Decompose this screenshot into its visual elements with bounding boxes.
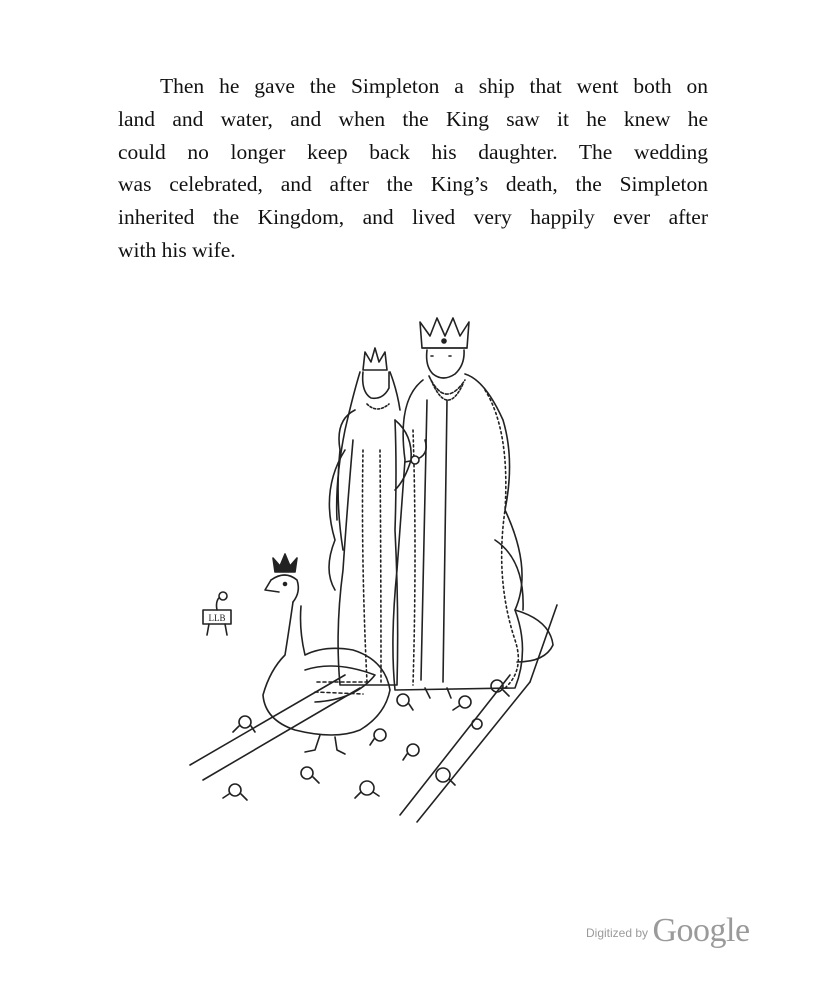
monogram — [203, 592, 231, 635]
king-queen-goose-illustration — [185, 310, 565, 830]
text-line: could no longer keep back his daughter. The wedding — [118, 139, 708, 164]
svg-text:LLB: LLB — [208, 613, 226, 623]
king-figure — [393, 318, 553, 698]
digitized-by-google-watermark — [586, 912, 750, 950]
text-line: Then he gave the Simpleton a ship that went both on — [160, 74, 708, 98]
goose-with-crown — [263, 554, 390, 754]
text-line: inherited the Kingdom, and lived very happily ever after — [118, 205, 708, 230]
watermark-prefix: Digitized by — [586, 926, 649, 940]
story-paragraph — [118, 70, 708, 267]
queen-figure — [329, 348, 411, 685]
text-line: with his wife. — [118, 237, 236, 262]
text-line: was celebrated, and after the King’s death, the Simpleton — [118, 172, 708, 197]
text-line: land and water, and when the King saw it he knew he — [118, 106, 708, 131]
google-logo: Google — [652, 912, 750, 949]
scattered-roses — [223, 680, 509, 800]
